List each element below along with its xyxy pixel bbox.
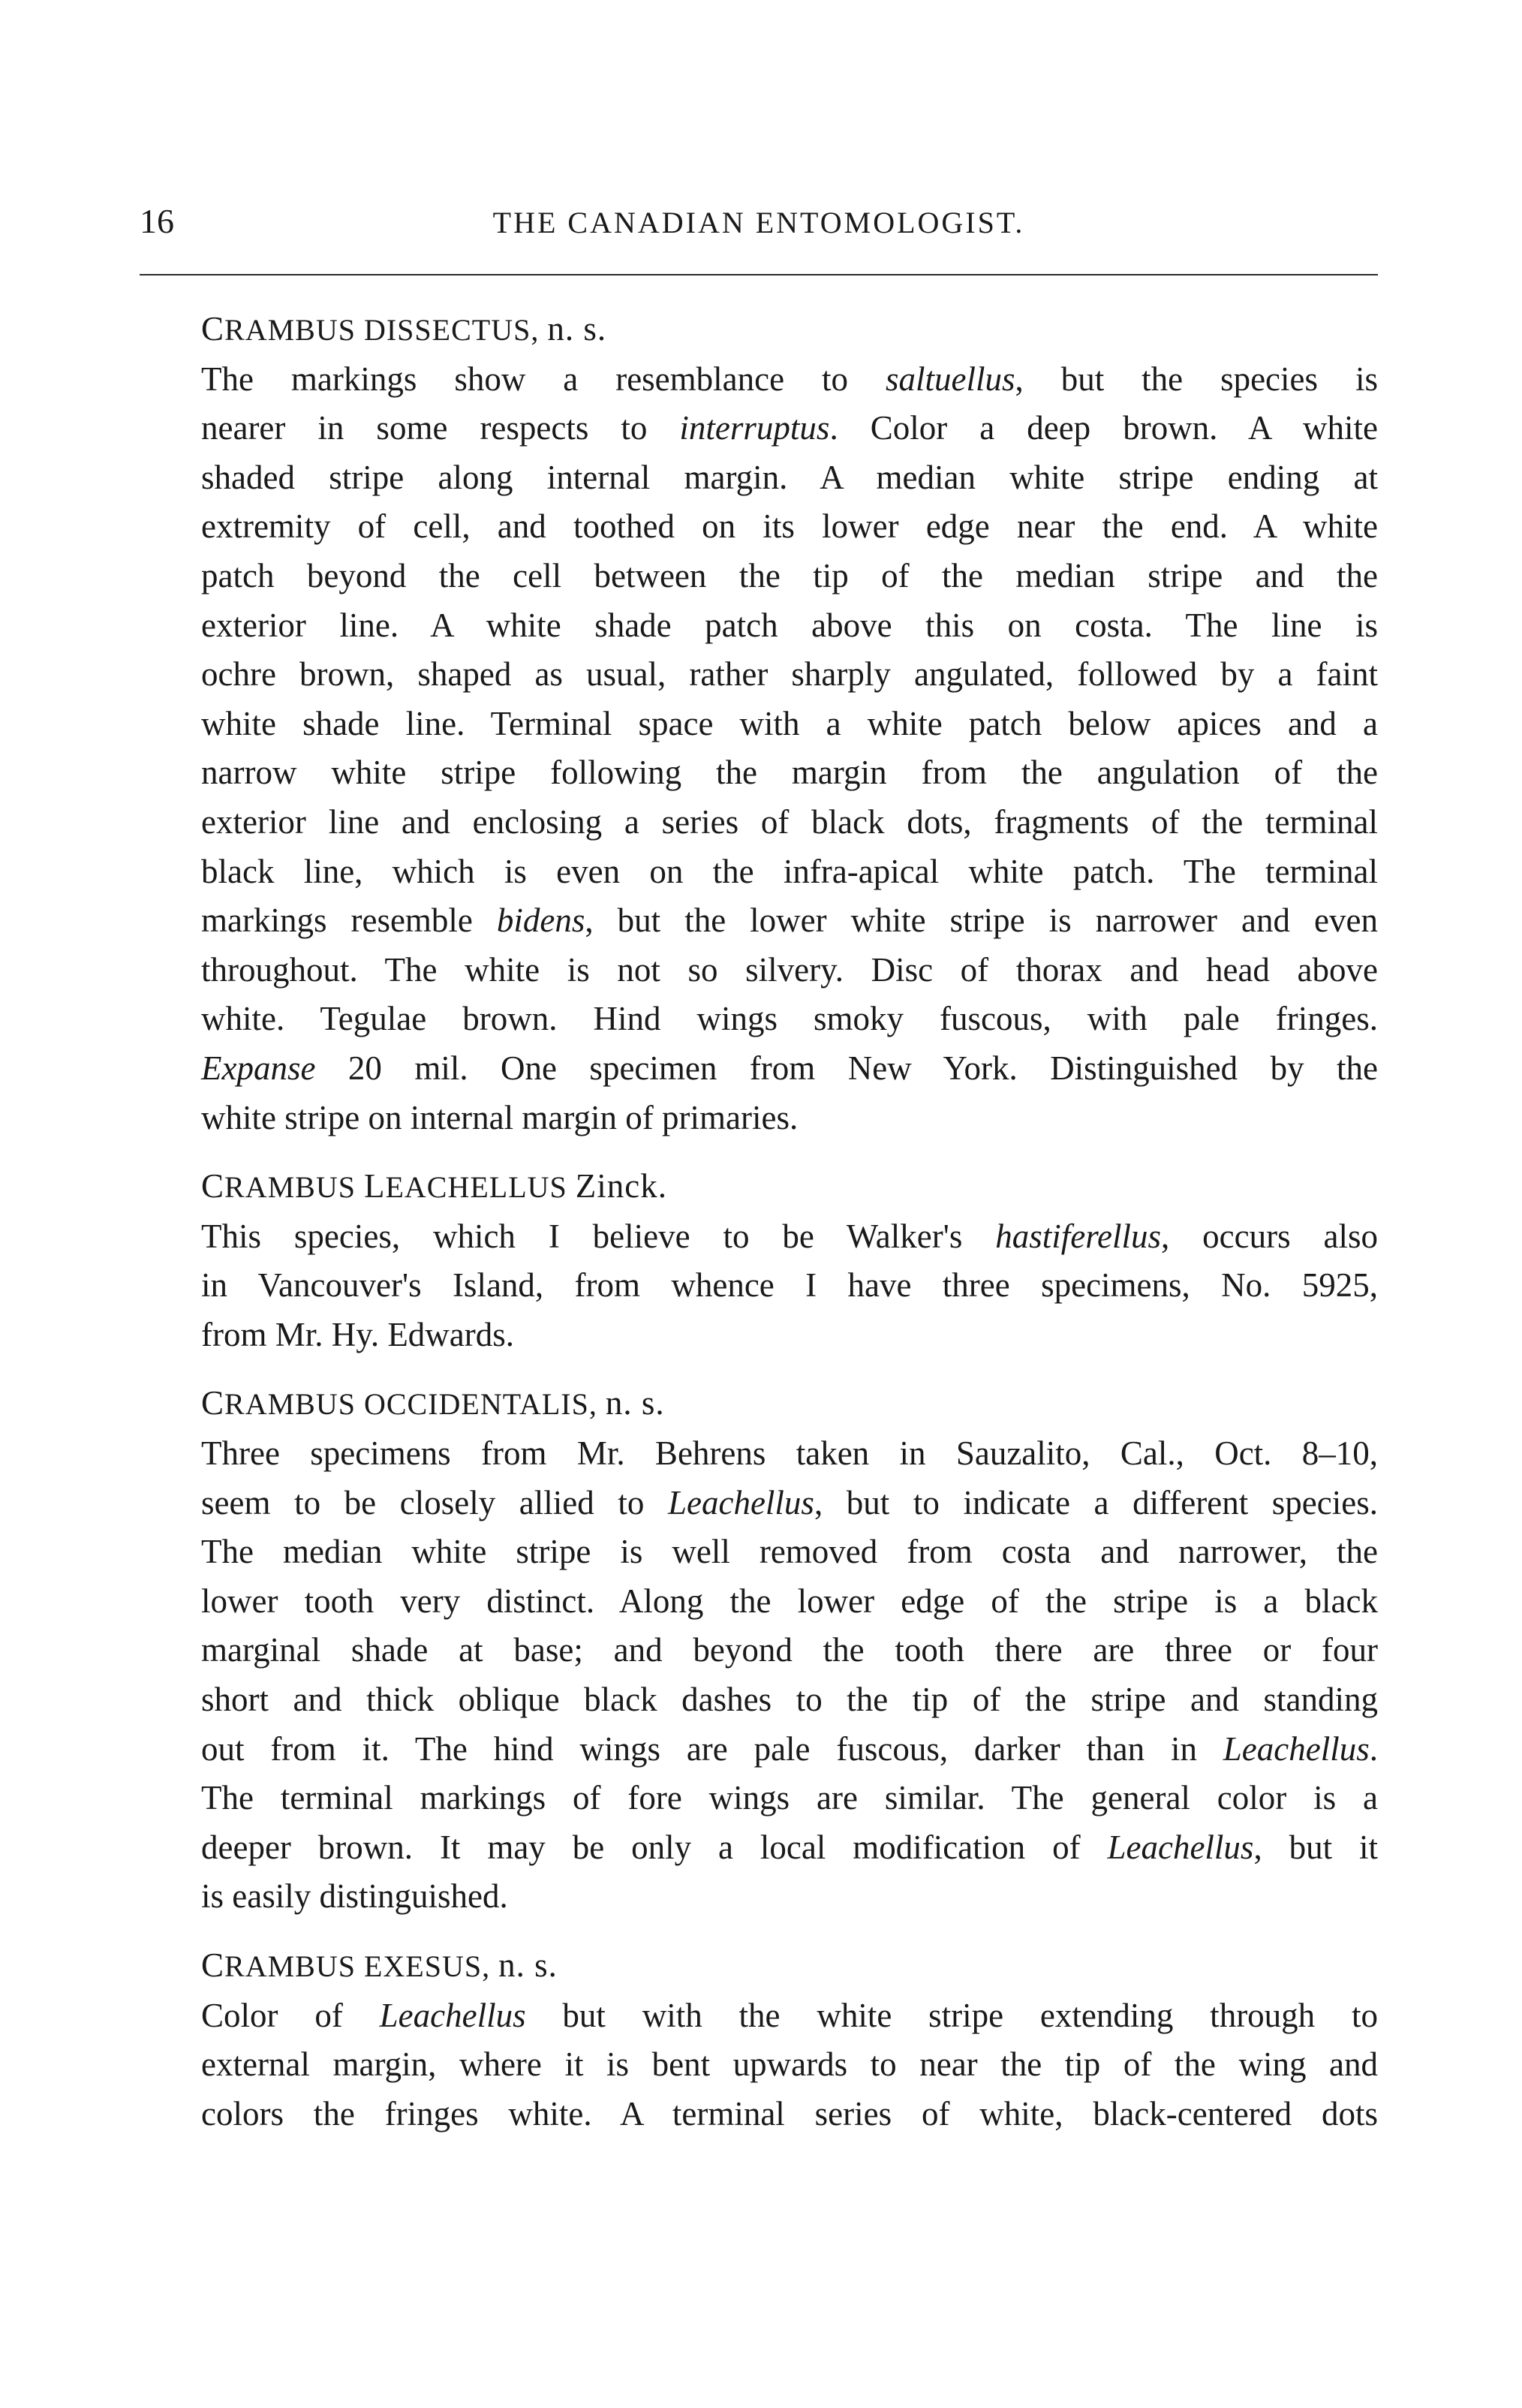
running-title: THE CANADIAN ENTOMOLOGIST. xyxy=(492,206,1025,239)
text-line: colors the fringes white. A terminal series of white, black-centered dots xyxy=(201,2094,1378,2133)
text-line: white shade line. Terminal space with a white patch below apices and a xyxy=(201,704,1378,742)
text-line: in Vancouver's Island, from whence I have three specimens, No. 5925, xyxy=(201,1266,1378,1305)
species-description xyxy=(140,1991,1378,2139)
text-line: The median white stripe is well removed from costa and narrower, the xyxy=(201,1533,1378,1571)
text-line: white stripe on internal margin of primaries. xyxy=(201,1098,799,1136)
text-line: white. Tegulae brown. Hind wings smoky fuscous, with pale fringes. xyxy=(201,1000,1378,1038)
page-header xyxy=(140,199,1378,251)
text-line: narrow white stripe following the margin from the angulation of the xyxy=(201,754,1378,792)
text-line: shaded stripe along internal margin. A median white stripe ending at xyxy=(201,458,1378,496)
species-description xyxy=(140,1429,1378,1922)
species-description xyxy=(140,1212,1378,1360)
text-line: The terminal markings of fore wings are similar. The general color is a xyxy=(201,1779,1378,1817)
text-line: is easily distinguished. xyxy=(201,1877,508,1916)
text-line: nearer in some respects to interruptus. Color a deep brown. A white xyxy=(201,409,1378,447)
text-line: Color of Leachellus but with the white stripe extending through to xyxy=(201,1996,1378,2034)
text-line: exterior line and enclosing a series of black dots, fragments of the terminal xyxy=(201,802,1378,841)
text-line: markings resemble bidens, but the lower white stripe is narrower and even xyxy=(201,901,1378,940)
species-entry xyxy=(140,1941,1378,2139)
text-line: seem to be closely allied to Leachellus, but to indicate a different species. xyxy=(201,1483,1378,1522)
species-entry xyxy=(140,305,1378,1142)
body-text xyxy=(140,305,1378,2139)
text-line: extremity of cell, and toothed on its lower edge near the end. A white xyxy=(201,507,1378,546)
species-heading: CRAMBUS DISSECTUS, n. s. xyxy=(201,310,607,348)
species-heading: CRAMBUS EXESUS, n. s. xyxy=(201,1946,558,1984)
page-number: 16 xyxy=(140,202,174,240)
species-entry xyxy=(140,1162,1378,1359)
text-line: out from it. The hind wings are pale fuscous, darker than in Leachellus. xyxy=(201,1729,1378,1768)
text-line: Expanse 20 mil. One specimen from New York. Distinguished by the xyxy=(201,1049,1378,1087)
species-description xyxy=(140,355,1378,1143)
text-line: from Mr. Hy. Edwards. xyxy=(201,1315,515,1353)
text-line: throughout. The white is not so silvery. Disc of thorax and head above xyxy=(201,950,1378,989)
text-line: patch beyond the cell between the tip of the median stripe and the xyxy=(201,556,1378,594)
text-line: This species, which I believe to be Walker's hastiferellus, occurs also xyxy=(201,1217,1378,1255)
text-line: The markings show a resemblance to saltuellus, but the species is xyxy=(201,360,1378,398)
text-line: ochre brown, shaped as usual, rather sharply angulated, followed by a faint xyxy=(201,655,1378,694)
header-rule xyxy=(140,274,1378,275)
text-line: lower tooth very distinct. Along the lower edge of the stripe is a black xyxy=(201,1582,1378,1620)
species-heading: CRAMBUS LEACHELLUS Zinck. xyxy=(201,1167,668,1206)
text-line: short and thick oblique black dashes to the tip of the stripe and standing xyxy=(201,1681,1378,1719)
text-line: external margin, where it is bent upwards to near the tip of the wing and xyxy=(201,2045,1378,2084)
text-line: black line, which is even on the infra-apical white patch. The terminal xyxy=(201,852,1378,890)
species-entry xyxy=(140,1379,1378,1922)
text-line: marginal shade at base; and beyond the tooth there are three or four xyxy=(201,1631,1378,1669)
text-line: Three specimens from Mr. Behrens taken in Sauzalito, Cal., Oct. 8–10, xyxy=(201,1434,1378,1473)
text-line: deeper brown. It may be only a local modification of Leachellus, but it xyxy=(201,1828,1378,1866)
text-line: exterior line. A white shade patch above this on costa. The line is xyxy=(201,606,1378,644)
species-heading: CRAMBUS OCCIDENTALIS, n. s. xyxy=(201,1384,665,1422)
